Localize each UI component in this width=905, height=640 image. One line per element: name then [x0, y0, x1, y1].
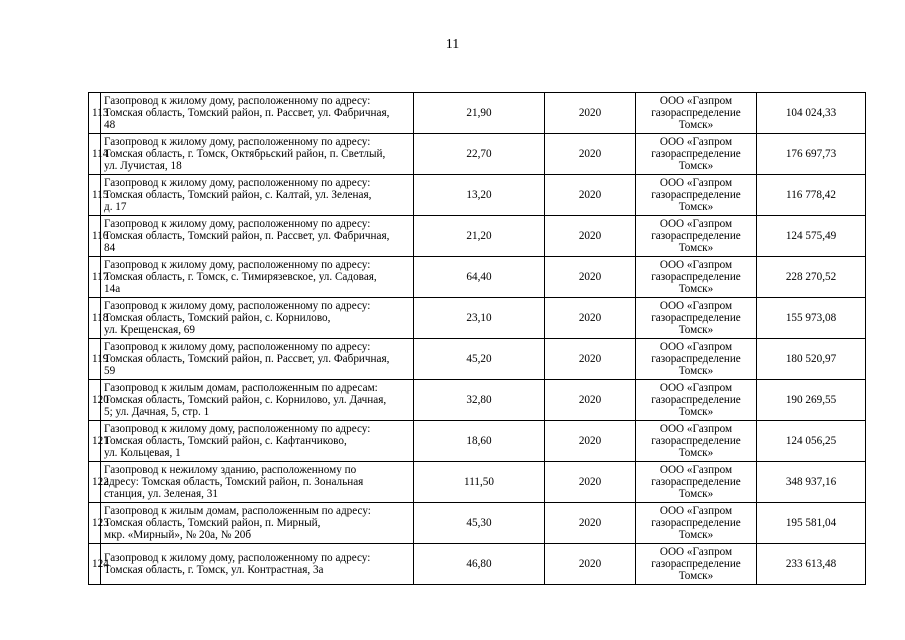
table-row [89, 134, 866, 175]
owner-line: Томск» [678, 160, 714, 173]
owner-line: Томск» [678, 406, 714, 419]
length-value: 23,10 [414, 298, 545, 339]
length-value: 45,20 [414, 339, 545, 380]
description-line: Газопровод к жилому дому, расположенному по адресу: [104, 135, 371, 148]
row-number: 115 [89, 175, 101, 216]
table-row [89, 380, 866, 421]
description-line: 48 [104, 119, 116, 132]
owner-name [636, 216, 757, 257]
cost-value: 233 613,48 [757, 544, 866, 585]
object-description [101, 462, 414, 503]
length-value: 21,20 [414, 216, 545, 257]
owner-name [636, 298, 757, 339]
object-description [101, 339, 414, 380]
cost-value: 180 520,97 [757, 339, 866, 380]
row-number: 123 [89, 503, 101, 544]
row-number: 118 [89, 298, 101, 339]
row-number: 113 [89, 93, 101, 134]
owner-line: Томск» [678, 365, 714, 378]
object-description [101, 544, 414, 585]
description-line: Томская область, г. Томск, Октябрьский район, п. Светлый, [104, 147, 386, 160]
cost-value: 104 024,33 [757, 93, 866, 134]
row-number: 124 [89, 544, 101, 585]
description-line: Томская область, Томский район, с. Калтай, ул. Зеленая, [104, 188, 372, 201]
row-number: 116 [89, 216, 101, 257]
description-line: Томская область, Томский район, п. Рассвет, ул. Фабричная, [104, 229, 390, 242]
owner-line: газораспределение [651, 270, 741, 283]
owner-line: газораспределение [651, 475, 741, 488]
cost-value: 176 697,73 [757, 134, 866, 175]
owner-line: газораспределение [651, 516, 741, 529]
owner-line: Томск» [678, 242, 714, 255]
owner-line: Томск» [678, 201, 714, 214]
owner-line: ООО «Газпром [659, 340, 733, 353]
owner-name [636, 175, 757, 216]
owner-line: ООО «Газпром [659, 381, 733, 394]
object-description [101, 216, 414, 257]
owner-line: ООО «Газпром [659, 504, 733, 517]
length-value: 22,70 [414, 134, 545, 175]
year-value: 2020 [545, 380, 636, 421]
description-line: Томская область, Томский район, п. Рассвет, ул. Фабричная, [104, 352, 390, 365]
owner-name [636, 257, 757, 298]
description-line: Газопровод к жилым домам, расположенным по адресам: [104, 381, 378, 394]
table-row [89, 216, 866, 257]
table-row [89, 339, 866, 380]
length-value: 32,80 [414, 380, 545, 421]
cost-value: 228 270,52 [757, 257, 866, 298]
object-description [101, 503, 414, 544]
year-value: 2020 [545, 298, 636, 339]
cost-value: 124 056,25 [757, 421, 866, 462]
object-description [101, 257, 414, 298]
length-value: 18,60 [414, 421, 545, 462]
description-line: Томская область, Томский район, с. Корнилово, [104, 311, 331, 324]
description-line: 59 [104, 365, 116, 378]
description-line: д. 17 [104, 201, 127, 214]
owner-line: Томск» [678, 570, 714, 583]
owner-line: ООО «Газпром [659, 94, 733, 107]
object-description [101, 93, 414, 134]
object-description [101, 134, 414, 175]
object-description [101, 175, 414, 216]
owner-name [636, 544, 757, 585]
owner-name [636, 380, 757, 421]
description-line: Газопровод к жилым домам, расположенным по адресу: [104, 504, 371, 517]
table-body [89, 93, 866, 585]
description-line: 84 [104, 242, 116, 255]
owner-line: ООО «Газпром [659, 299, 733, 312]
object-description [101, 298, 414, 339]
description-line: ул. Крещенская, 69 [104, 324, 195, 337]
owner-line: ООО «Газпром [659, 422, 733, 435]
cost-value: 124 575,49 [757, 216, 866, 257]
owner-line: газораспределение [651, 393, 741, 406]
description-line: Газопровод к жилому дому, расположенному по адресу: [104, 217, 371, 230]
owner-line: газораспределение [651, 434, 741, 447]
table-row [89, 175, 866, 216]
object-description [101, 380, 414, 421]
owner-line: Томск» [678, 488, 714, 501]
length-value: 13,20 [414, 175, 545, 216]
description-line: мкр. «Мирный», № 20а, № 20б [104, 529, 252, 542]
length-value: 45,30 [414, 503, 545, 544]
page-number: 11 [445, 37, 460, 52]
description-line: адресу: Томская область, Томский район, п. Зональная [104, 475, 364, 488]
year-value: 2020 [545, 175, 636, 216]
owner-line: ООО «Газпром [659, 217, 733, 230]
description-line: Газопровод к жилому дому, расположенному по адресу: [104, 299, 371, 312]
table-row [89, 298, 866, 339]
owner-line: газораспределение [651, 147, 741, 160]
description-line: Газопровод к нежилому зданию, расположенному по [104, 463, 357, 476]
owner-line: газораспределение [651, 229, 741, 242]
description-line: Газопровод к жилому дому, расположенному по адресу: [104, 340, 371, 353]
length-value: 21,90 [414, 93, 545, 134]
description-line: ул. Лучистая, 18 [104, 160, 182, 173]
length-value: 64,40 [414, 257, 545, 298]
owner-line: Томск» [678, 324, 714, 337]
year-value: 2020 [545, 257, 636, 298]
cost-value: 155 973,08 [757, 298, 866, 339]
table-row [89, 503, 866, 544]
owner-line: газораспределение [651, 557, 741, 570]
owner-name [636, 339, 757, 380]
description-line: Газопровод к жилому дому, расположенному по адресу: [104, 176, 371, 189]
table-row [89, 462, 866, 503]
year-value: 2020 [545, 216, 636, 257]
row-number: 114 [89, 134, 101, 175]
row-number: 120 [89, 380, 101, 421]
description-line: Томская область, г. Томск, с. Тимирязевское, ул. Садовая, [104, 270, 377, 283]
description-line: Газопровод к жилому дому, расположенному по адресу: [104, 258, 371, 271]
owner-line: газораспределение [651, 311, 741, 324]
length-value: 46,80 [414, 544, 545, 585]
table-row [89, 421, 866, 462]
row-number: 121 [89, 421, 101, 462]
year-value: 2020 [545, 503, 636, 544]
row-number: 117 [89, 257, 101, 298]
owner-line: газораспределение [651, 106, 741, 119]
object-description [101, 421, 414, 462]
owner-line: Томск» [678, 283, 714, 296]
owner-line: газораспределение [651, 352, 741, 365]
objects-table [88, 92, 866, 585]
owner-line: Томск» [678, 447, 714, 460]
description-line: Томская область, Томский район, с. Корнилово, ул. Дачная, [104, 393, 387, 406]
year-value: 2020 [545, 134, 636, 175]
owner-line: газораспределение [651, 188, 741, 201]
year-value: 2020 [545, 93, 636, 134]
row-number: 122 [89, 462, 101, 503]
description-line: ул. Кольцевая, 1 [104, 447, 181, 460]
table-row [89, 257, 866, 298]
owner-name [636, 503, 757, 544]
cost-value: 116 778,42 [757, 175, 866, 216]
row-number: 119 [89, 339, 101, 380]
length-value: 111,50 [414, 462, 545, 503]
table-row [89, 544, 866, 585]
owner-line: Томск» [678, 529, 714, 542]
description-line: Томская область, Томский район, п. Рассвет, ул. Фабричная, [104, 106, 390, 119]
cost-value: 190 269,55 [757, 380, 866, 421]
year-value: 2020 [545, 421, 636, 462]
table-row [89, 93, 866, 134]
owner-name [636, 134, 757, 175]
description-line: 5; ул. Дачная, 5, стр. 1 [104, 406, 210, 419]
owner-line: ООО «Газпром [659, 135, 733, 148]
owner-line: ООО «Газпром [659, 176, 733, 189]
description-line: Томская область, г. Томск, ул. Контрастная, 3а [104, 564, 324, 576]
owner-name [636, 93, 757, 134]
owner-line: ООО «Газпром [659, 463, 733, 476]
description-line: 14а [104, 283, 121, 296]
cost-value: 195 581,04 [757, 503, 866, 544]
description-line: Томская область, Томский район, п. Мирный, [104, 516, 321, 529]
year-value: 2020 [545, 544, 636, 585]
description-line: станция, ул. Зеленая, 31 [104, 488, 218, 501]
description-line: Газопровод к жилому дому, расположенному по адресу: [104, 94, 371, 107]
owner-line: ООО «Газпром [659, 258, 733, 271]
owner-name [636, 462, 757, 503]
description-line: Газопровод к жилому дому, расположенному по адресу: [104, 422, 371, 435]
owner-line: ООО «Газпром [659, 545, 733, 558]
description-line: Томская область, Томский район, с. Кафтанчиково, [104, 434, 347, 447]
owner-line: Томск» [678, 119, 714, 132]
owner-name [636, 421, 757, 462]
cost-value: 348 937,16 [757, 462, 866, 503]
year-value: 2020 [545, 462, 636, 503]
year-value: 2020 [545, 339, 636, 380]
description-line: Газопровод к жилому дому, расположенному по адресу: [104, 551, 371, 564]
